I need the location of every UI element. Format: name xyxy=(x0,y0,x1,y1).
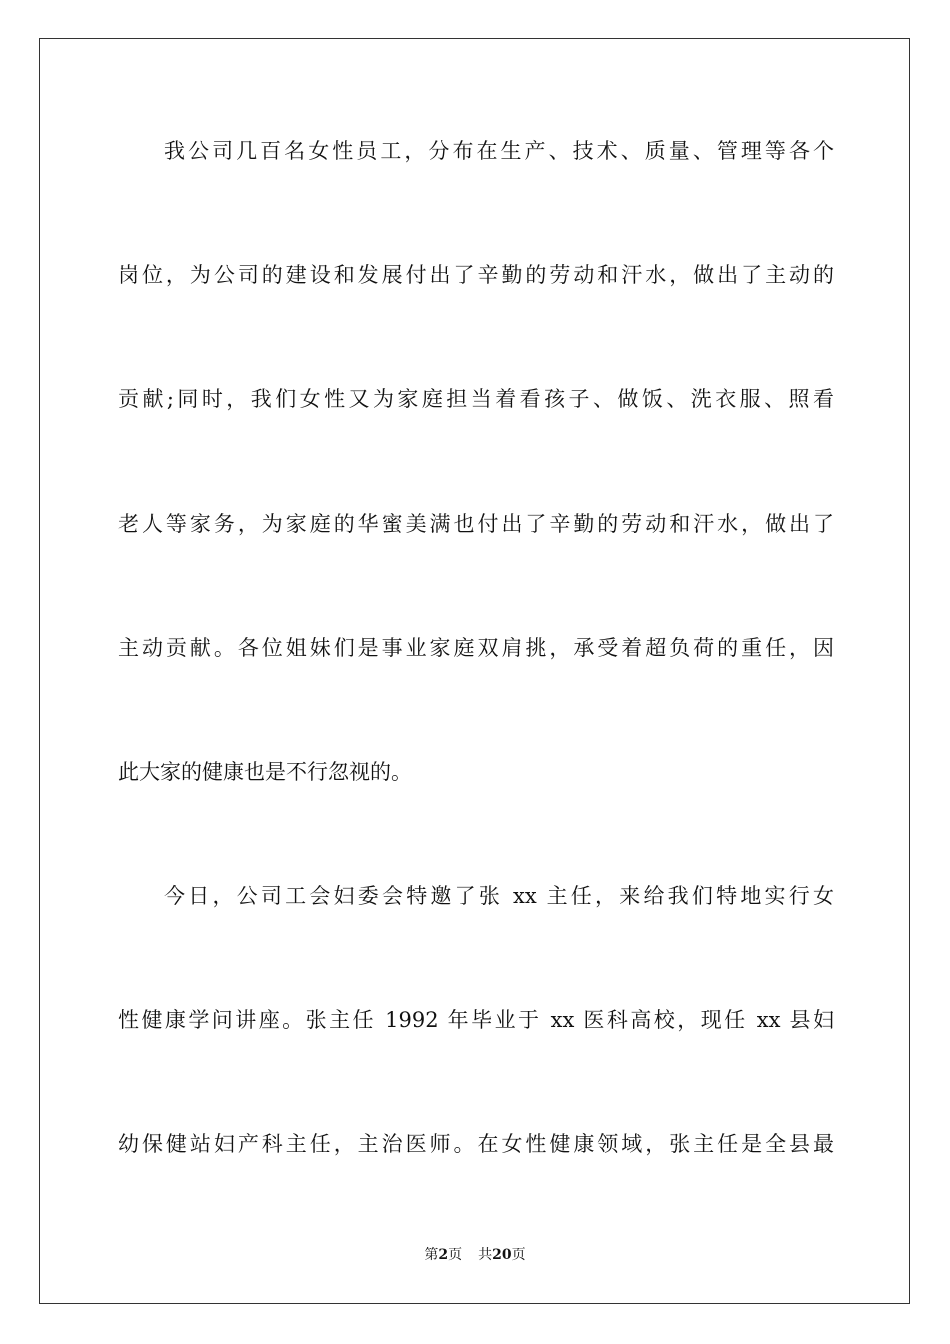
paragraph-1-line-1: 我公司几百名女性员工，分布在生产、技术、质量、管理等各个 xyxy=(164,139,834,163)
paragraph-2-line-2: 性健康学问讲座。张主任 1992 年毕业于 xx 医科高校，现任 xx 县妇 xyxy=(118,1008,834,1032)
paragraph-1-line-4: 老人等家务，为家庭的华蜜美满也付出了辛勤的劳动和汗水，做出了 xyxy=(118,512,834,536)
page-footer xyxy=(0,1245,950,1265)
footer-total-suffix: 页 xyxy=(511,1247,526,1263)
footer-page-suffix: 页 xyxy=(448,1247,463,1263)
paragraph-2-line-1: 今日，公司工会妇委会特邀了张 xx 主任，来给我们特地实行女 xyxy=(164,884,834,908)
paragraph-1-line-2: 岗位，为公司的建设和发展付出了辛勤的劳动和汗水，做出了主动的 xyxy=(118,263,834,287)
paragraph-2-line-3: 幼保健站妇产科主任，主治医师。在女性健康领域，张主任是全县最 xyxy=(118,1132,834,1156)
paragraph-1-line-5: 主动贡献。各位姐妹们是事业家庭双肩挑，承受着超负荷的重任，因 xyxy=(118,636,834,660)
footer-total-pages: 20 xyxy=(492,1247,512,1263)
page-frame xyxy=(39,38,910,1304)
footer-page-number: 2 xyxy=(438,1247,449,1263)
paragraph-1-line-3: 贡献;同时，我们女性又为家庭担当着看孩子、做饭、洗衣服、照看 xyxy=(118,387,834,411)
paragraph-1-line-6: 此大家的健康也是不行忽视的。 xyxy=(118,760,412,784)
footer-total-prefix: 共 xyxy=(478,1247,493,1263)
footer-page-prefix: 第 xyxy=(424,1247,439,1263)
